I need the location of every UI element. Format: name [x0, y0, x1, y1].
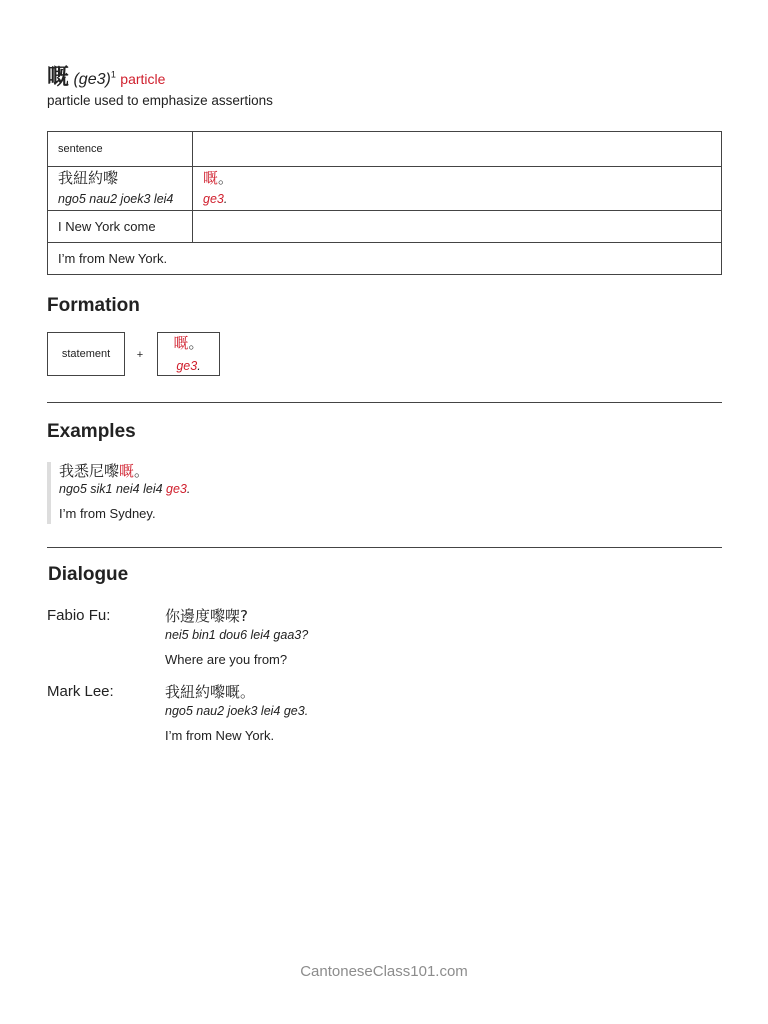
dialogue-line [47, 606, 722, 670]
example-romanization-punctuation: . [186, 482, 191, 496]
formation-particle-punctuation: 。 [188, 334, 204, 352]
dialogue-line [47, 682, 722, 746]
example-translation: I’m from Sydney. [59, 506, 156, 521]
example-chinese-punctuation: 。 [134, 462, 150, 480]
example-romanization-text: ngo5 sik1 nei4 lei4 [59, 482, 163, 496]
table-gloss-empty-cell [193, 211, 722, 243]
example-chinese-text: 我悉尼嚟 [59, 462, 120, 480]
particle-character: 嘅 [203, 169, 219, 187]
formation-particle-chinese [158, 333, 219, 353]
example-chinese [59, 462, 659, 480]
formation-heading: Formation [47, 295, 140, 316]
table-translation-row [48, 243, 722, 275]
dialogue-romanization: ngo5 nau2 joek3 lei4 ge3. [165, 704, 309, 718]
table-gloss-row [48, 211, 722, 243]
table-translation-text: I’m from New York. [48, 243, 722, 275]
dialogue-utterance [165, 606, 308, 670]
example-particle-character: 嘅 [119, 462, 135, 480]
formation-particle-romanization [158, 356, 219, 376]
example-particle-romanization: ge3 [166, 482, 187, 496]
entry-character: 嘅 [47, 65, 70, 90]
dialogue-translation: Where are you from? [165, 652, 288, 667]
particle-romanization-punctuation: . [223, 192, 228, 206]
formation-particle-character: 嘅 [173, 334, 189, 352]
table-gloss-text: I New York come [48, 211, 193, 243]
dialogue-speaker: Mark Lee: [47, 683, 114, 700]
table-header-empty-cell [193, 132, 722, 167]
example-romanization [59, 480, 659, 498]
dialogue-chinese: 我紐約嚟嘅。 [165, 683, 256, 701]
entry-title [47, 66, 165, 90]
section-divider [47, 402, 722, 403]
dialogue-chinese: 你邊度嚟㗎? [165, 607, 248, 625]
formation-statement-box [47, 332, 125, 376]
dialogue-utterance [165, 682, 308, 746]
main-clause-romanization: ngo5 nau2 joek3 lei4 [58, 192, 174, 206]
entry-superscript: 1 [110, 69, 116, 80]
table-header-row [48, 132, 722, 167]
formation-particle-box [157, 332, 220, 376]
main-clause-chinese: 我紐約嚟 [58, 169, 119, 187]
formation-particle-romanization-punctuation: . [197, 359, 201, 373]
particle-romanization-text: ge3 [203, 192, 224, 206]
formation-plus-operator: + [136, 349, 144, 361]
entry-definition: particle used to emphasize assertions [47, 93, 273, 108]
example-block [47, 462, 659, 524]
particle-chinese [203, 167, 711, 189]
section-divider [47, 547, 722, 548]
table-header-label: sentence [48, 132, 193, 167]
examples-heading: Examples [47, 421, 136, 442]
particle-chinese-punctuation: 。 [218, 169, 234, 187]
dialogue-translation: I’m from New York. [165, 728, 275, 743]
formation-particle-romanization-text: ge3 [176, 359, 198, 373]
table-sentence-row [48, 167, 722, 211]
sentence-table [47, 131, 722, 275]
part-of-speech: particle [120, 71, 166, 87]
table-cell-main-clause [48, 167, 193, 211]
dialogue-speaker: Fabio Fu: [47, 607, 111, 624]
entry-romanization: (ge3) [73, 71, 111, 88]
table-cell-particle [193, 167, 722, 211]
formation-statement-label: statement [61, 348, 111, 360]
dialogue-romanization: nei5 bin1 dou6 lei4 gaa3? [165, 628, 309, 642]
footer-site-name: CantoneseClass101.com [300, 963, 468, 980]
dialogue-heading: Dialogue [48, 564, 129, 585]
particle-romanization [203, 189, 711, 209]
